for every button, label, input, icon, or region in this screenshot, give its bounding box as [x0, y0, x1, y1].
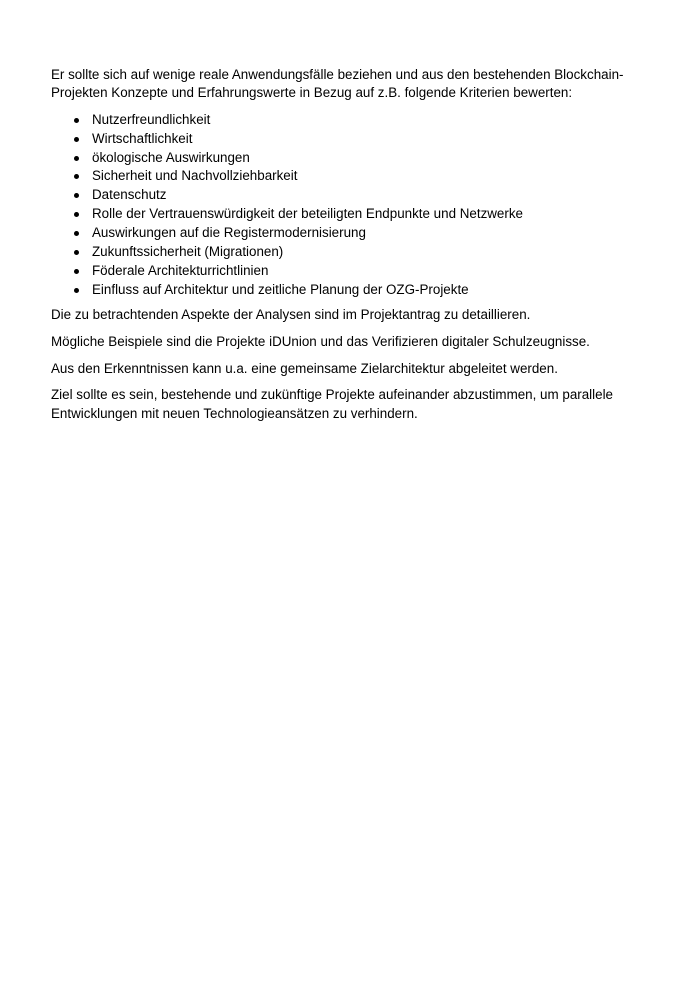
criteria-item-label: Wirtschaftlichkeit — [92, 130, 193, 146]
criteria-item — [51, 111, 651, 130]
body-paragraph: Ziel sollte es sein, bestehende und zukünftige Projekte aufeinander abzustimmen, um parallele Entwicklungen mit neuen Technologieansätzen zu verhindern. — [51, 387, 613, 421]
criteria-item-label: Rolle der Vertrauenswürdigkeit der beteiligten Endpunkte und Netzwerke — [92, 206, 523, 222]
criteria-item — [51, 149, 651, 168]
criteria-item — [51, 281, 651, 300]
bullet-icon — [74, 156, 79, 161]
criteria-item-label: Zukunftssicherheit (Migrationen) — [92, 244, 284, 260]
document-body — [51, 66, 651, 432]
body-paragraph: Mögliche Beispiele sind die Projekte iDUnion und das Verifizieren digitaler Schulzeugnisse. — [51, 333, 590, 349]
criteria-item — [51, 186, 651, 205]
criteria-item — [51, 262, 651, 281]
criteria-item-label: Einfluss auf Architektur und zeitliche Planung der OZG-Projekte — [92, 281, 469, 297]
criteria-item-label: Föderale Architekturrichtlinien — [92, 262, 269, 278]
criteria-item — [51, 205, 651, 224]
body-paragraph: Aus den Erkenntnissen kann u.a. eine gemeinsame Zielarchitektur abgeleitet werden. — [51, 360, 558, 376]
criteria-item — [51, 130, 651, 149]
criteria-item-label: Sicherheit und Nachvollziehbarkeit — [92, 168, 298, 184]
criteria-item-label: Datenschutz — [92, 187, 167, 203]
bullet-icon — [74, 269, 79, 274]
bullet-icon — [74, 288, 79, 293]
criteria-item-label: Auswirkungen auf die Registermodernisierung — [92, 225, 366, 241]
bullet-icon — [74, 250, 79, 255]
criteria-item — [51, 167, 651, 186]
criteria-item-label: ökologische Auswirkungen — [92, 149, 250, 165]
bullet-icon — [74, 174, 79, 179]
intro-paragraph: Er sollte sich auf wenige reale Anwendungsfälle beziehen und aus den bestehenden Blockchain-Projekten Konzepte und Erfahrungswerte in Bezug auf z.B. folgende Kriterien bewerten: — [51, 67, 624, 101]
criteria-item — [51, 243, 651, 262]
criteria-item-label: Nutzerfreundlichkeit — [92, 111, 211, 127]
bullet-icon — [74, 118, 79, 123]
bullet-icon — [74, 231, 79, 236]
bullet-icon — [74, 212, 79, 217]
criteria-item — [51, 224, 651, 243]
criteria-list — [51, 111, 651, 300]
body-paragraph: Die zu betrachtenden Aspekte der Analysen sind im Projektantrag zu detaillieren. — [51, 306, 531, 322]
bullet-icon — [74, 137, 79, 142]
bullet-icon — [74, 193, 79, 198]
